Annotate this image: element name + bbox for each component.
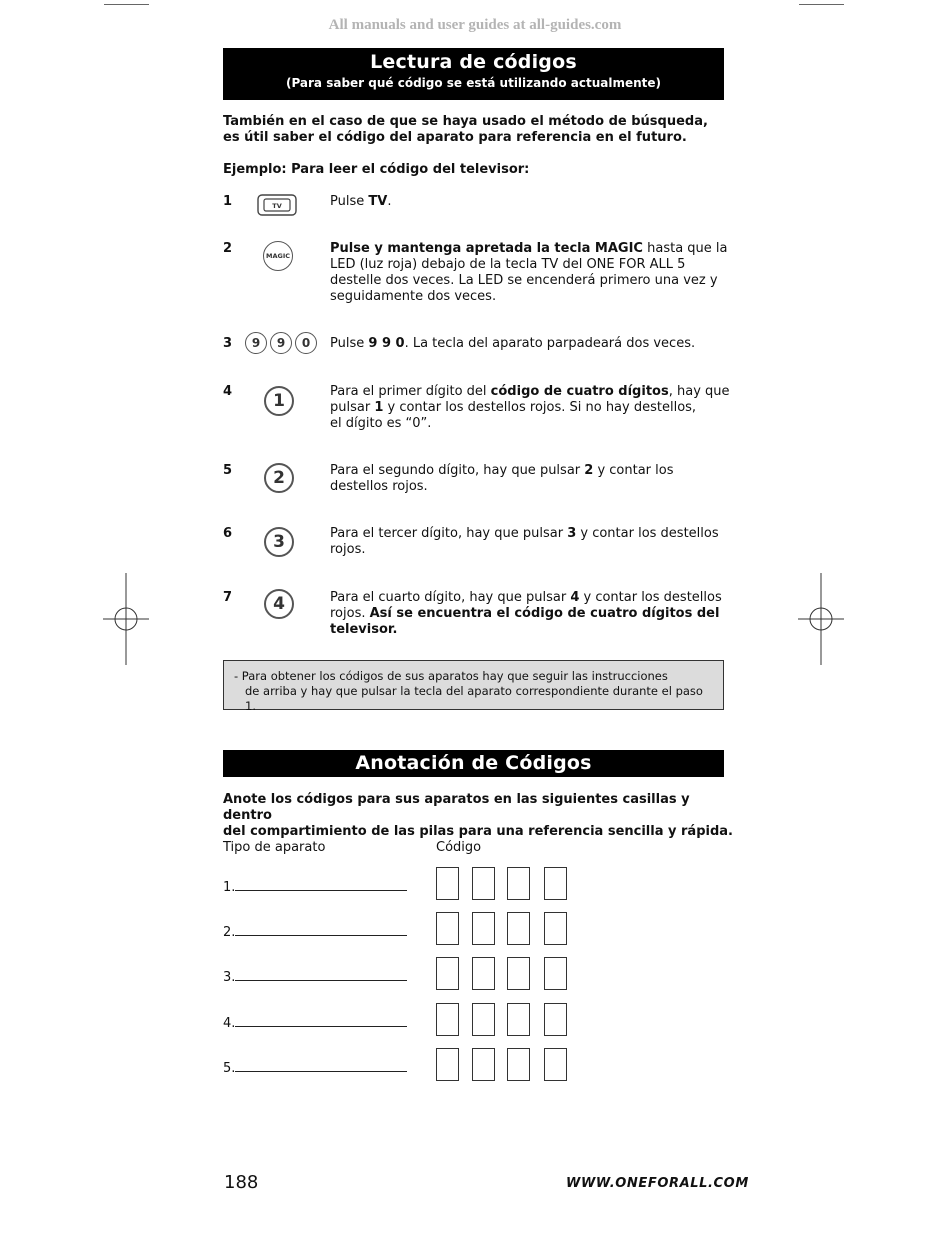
device-write-line	[235, 923, 407, 936]
code-digit-box	[436, 867, 459, 900]
magic-key-icon: MAGIC	[263, 241, 293, 271]
website-link[interactable]: WWW.ONEFORALL.COM	[566, 1176, 749, 1191]
trim-mark-top-left	[104, 4, 149, 5]
device-entry-row: 4.	[223, 1014, 407, 1031]
code-notes-intro: Anote los códigos para sus aparatos en las siguientes casillas y dentro del compartimiento de las pilas para una referencia sencilla y rápida.	[223, 792, 733, 839]
code-digit-box	[544, 1003, 567, 1036]
page-number: 188	[224, 1172, 259, 1193]
digit-3-key-icon: 3	[264, 527, 294, 557]
digit-4-key-icon: 4	[264, 589, 294, 619]
device-type-column-header: Tipo de aparato	[223, 840, 326, 855]
section-title: Anotación de Códigos	[355, 752, 592, 774]
step-number: 6	[223, 526, 233, 541]
digit-2-key-icon: 2	[264, 463, 294, 493]
section-header-reading-codes	[223, 48, 724, 100]
digit-9-key-icon: 9	[270, 332, 292, 354]
intro-paragraph: También en el caso de que se haya usado el método de búsqueda, es útil saber el código del aparato para referencia en el futuro.	[223, 114, 708, 145]
trim-mark-top-right	[799, 4, 844, 5]
tv-key-icon	[257, 194, 297, 216]
device-write-line	[235, 968, 407, 981]
code-digit-box	[436, 1003, 459, 1036]
code-digit-box	[472, 1048, 495, 1081]
step-6-text: Para el tercer dígito, hay que pulsar 3 y contar los destellos rojos.	[330, 526, 719, 557]
step-number: 7	[223, 590, 233, 605]
code-digit-box	[544, 957, 567, 990]
step-number: 5	[223, 463, 233, 478]
digit-0-key-icon: 0	[295, 332, 317, 354]
device-entry-row: 5.	[223, 1059, 407, 1076]
digit-9-key-icon: 9	[245, 332, 267, 354]
digit-1-key-icon: 1	[264, 386, 294, 416]
step-number: 4	[223, 384, 233, 399]
step-number: 1	[223, 194, 233, 209]
code-digit-box	[472, 867, 495, 900]
code-digit-box	[507, 1048, 530, 1081]
step-4-text: Para el primer dígito del código de cuatro dígitos, hay que pulsar 1 y contar los destellos rojos. Si no hay destellos, el dígito es “0”.	[330, 384, 730, 431]
example-heading: Ejemplo: Para leer el código del televisor:	[223, 162, 530, 177]
device-write-line	[235, 1059, 407, 1072]
device-entry-row: 3.	[223, 968, 407, 985]
code-digit-box	[507, 957, 530, 990]
step-number: 3	[223, 336, 233, 351]
watermark: All manuals and user guides at all-guides.com	[328, 17, 622, 33]
code-digit-box	[472, 1003, 495, 1036]
svg-text:TV: TV	[272, 202, 282, 211]
section-title: Lectura de códigos	[370, 51, 577, 73]
device-entry-row: 1.	[223, 878, 407, 895]
code-digit-box	[507, 1003, 530, 1036]
code-digit-box	[544, 912, 567, 945]
code-digit-box	[436, 912, 459, 945]
section-header-code-notes	[223, 750, 724, 777]
step-1-text: Pulse TV.	[330, 194, 392, 209]
code-digit-box	[472, 912, 495, 945]
code-digit-box	[544, 867, 567, 900]
step-5-text: Para el segundo dígito, hay que pulsar 2 y contar los destellos rojos.	[330, 463, 674, 494]
code-digit-box	[507, 912, 530, 945]
note-box: - Para obtener los códigos de sus aparatos hay que seguir las instrucciones de arriba y hay que pulsar la tecla del aparato correspondiente durante el paso 1.	[223, 660, 724, 710]
step-3-text: Pulse 9 9 0. La tecla del aparato parpadeará dos veces.	[330, 336, 696, 351]
registration-mark-right	[798, 573, 844, 665]
code-digit-box	[436, 1048, 459, 1081]
code-column-header: Código	[436, 840, 482, 855]
step-2-text: Pulse y mantenga apretada la tecla MAGIC hasta que la LED (luz roja) debajo de la tecla TV del ONE FOR ALL 5 destelle dos veces. La LED se encenderá primero una vez y seguidamente dos veces.	[330, 241, 728, 304]
code-digit-box	[507, 867, 530, 900]
device-write-line	[235, 1014, 407, 1027]
device-write-line	[235, 878, 407, 891]
device-entry-row: 2.	[223, 923, 407, 940]
code-digit-box	[472, 957, 495, 990]
step-number: 2	[223, 241, 233, 256]
section-subtitle: (Para saber qué código se está utilizando actualmente)	[285, 76, 662, 90]
step-7-text: Para el cuarto dígito, hay que pulsar 4 y contar los destellos rojos. Así se encuentra el código de cuatro dígitos del televisor.	[330, 590, 722, 637]
registration-mark-left	[103, 573, 149, 665]
code-digit-box	[436, 957, 459, 990]
code-digit-box	[544, 1048, 567, 1081]
